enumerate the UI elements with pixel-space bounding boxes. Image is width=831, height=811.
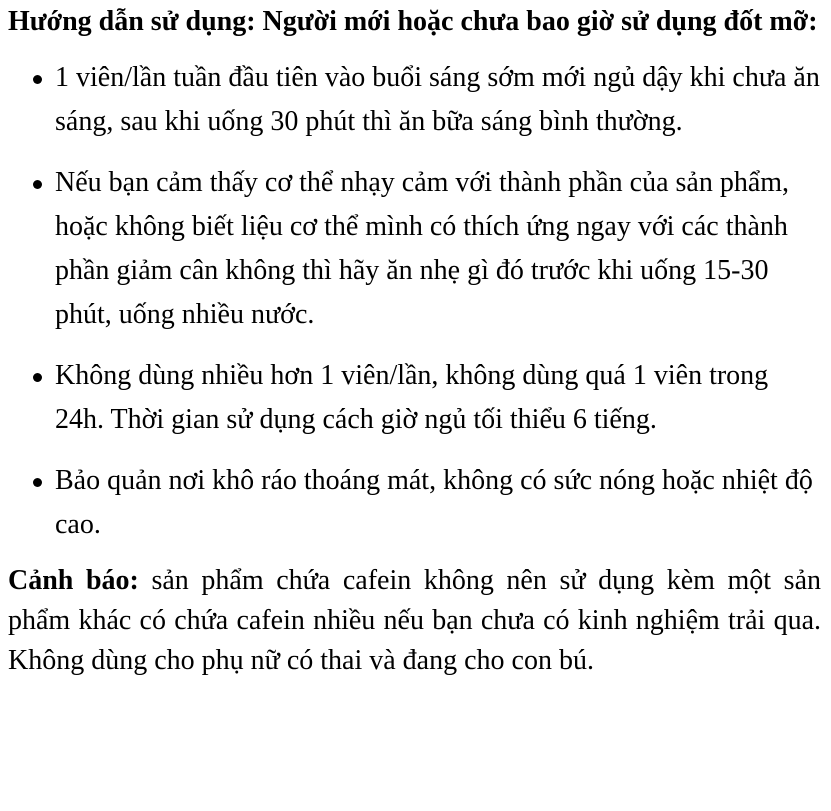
bullet-icon — [33, 180, 42, 189]
usage-item — [8, 459, 821, 547]
usage-heading: Hướng dẫn sử dụng: Người mới hoặc chưa bao giờ sử dụng đốt mỡ: — [8, 6, 818, 37]
warning-text: sản phẩm chứa cafein không nên sử dụng kèm một sản phẩm khác có chứa cafein nhiều nếu bạn chưa có kinh nghiệm trải qua. Không dùng cho phụ nữ có thai và đang cho con bú. — [8, 565, 822, 676]
usage-item-text: Nếu bạn cảm thấy cơ thể nhạy cảm với thành phần của sản phẩm, hoặc không biết liệu cơ thể mình có thích ứng ngay với các thành phần giảm cân không thì hãy ăn nhẹ gì đó trước khi uống 15-30 phút, uống nhiều nước. — [55, 167, 790, 330]
usage-item — [8, 56, 821, 144]
usage-item-text: Bảo quản nơi khô ráo thoáng mát, không có sức nóng hoặc nhiệt độ cao. — [55, 465, 813, 540]
bullet-icon — [33, 373, 42, 382]
usage-item — [8, 354, 821, 442]
usage-list — [8, 56, 821, 547]
usage-item — [8, 161, 821, 337]
warning-paragraph — [8, 561, 821, 681]
warning-label: Cảnh báo: — [8, 565, 139, 596]
usage-item-text: 1 viên/lần tuần đầu tiên vào buổi sáng sớm mới ngủ dậy khi chưa ăn sáng, sau khi uống 30 phút thì ăn bữa sáng bình thường. — [55, 62, 820, 137]
bullet-icon — [33, 478, 42, 487]
usage-item-text: Không dùng nhiều hơn 1 viên/lần, không dùng quá 1 viên trong 24h. Thời gian sử dụng cách giờ ngủ tối thiểu 6 tiếng. — [55, 360, 769, 435]
bullet-icon — [33, 75, 42, 84]
